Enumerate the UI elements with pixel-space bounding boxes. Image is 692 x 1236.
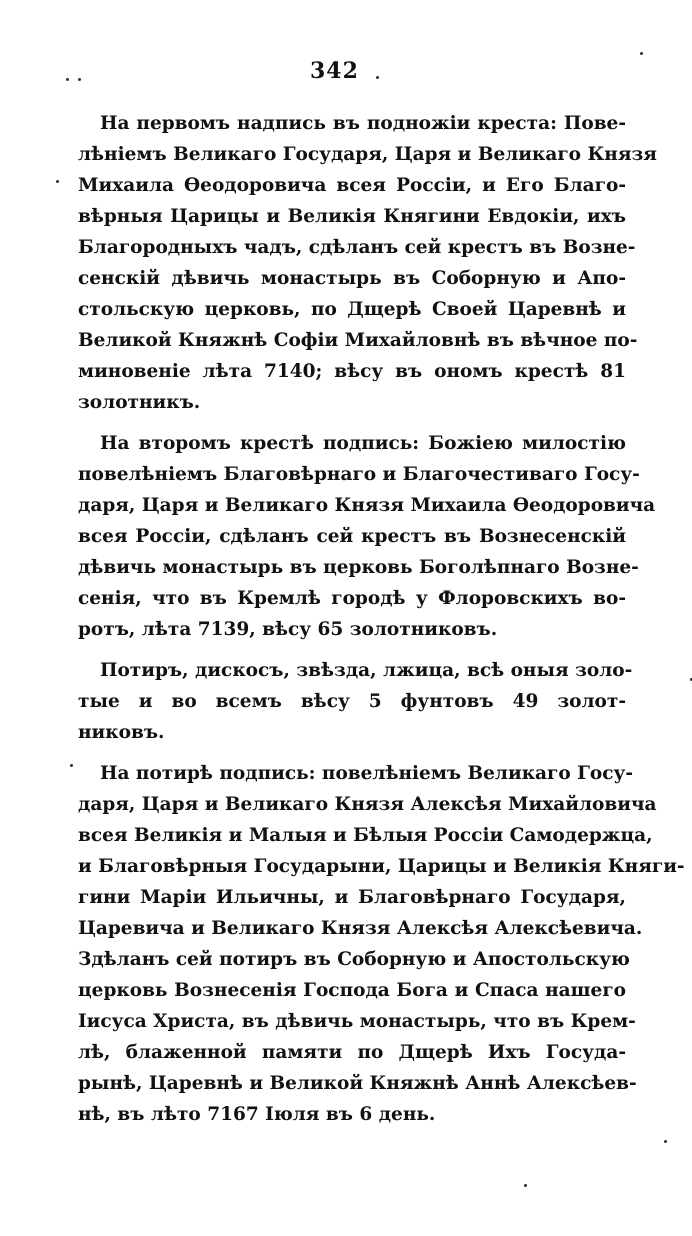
paragraph-chalice-inscription	[78, 758, 685, 1130]
paragraph-second-cross	[78, 428, 656, 645]
text-line: Михаила Ѳеодоровича всея Россіи, и Его Благо-	[78, 175, 626, 196]
print-speck	[78, 78, 81, 81]
text-line: даря, Царя и Великаго Князя Михаила Ѳеодоровича	[78, 495, 656, 516]
text-line: Здѣланъ сей потиръ въ Соборную и Апостольскую	[78, 949, 630, 970]
text-line: Благородныхъ чадъ, сдѣланъ сей крестъ въ Возне-	[78, 237, 636, 258]
text-line: дѣвичь монастырь въ церковь Боголѣпнаго Возне-	[78, 557, 639, 578]
print-speck	[664, 1140, 667, 1143]
text-line: нѣ, въ лѣто 7167 Іюля въ 6 день.	[78, 1104, 436, 1125]
text-line: Іисуса Христа, въ дѣвичь монастырь, что въ Крем-	[78, 1011, 636, 1032]
print-speck	[524, 1184, 527, 1187]
text-line: стольскую церковь, по Дщерѣ Своей Царевнѣ и	[78, 299, 626, 320]
text-line: повелѣніемъ Благовѣрнаго и Благочестиваго Госу-	[78, 464, 640, 485]
text-line: миновеніе лѣта 7140; вѣсу въ ономъ крестѣ 81	[78, 361, 626, 382]
text-line: лѣніемъ Великаго Государя, Царя и Великаго Князя	[78, 144, 657, 165]
text-line: На второмъ крестѣ подпись: Божіею милостію	[100, 433, 626, 454]
text-line: сенія, что въ Кремлѣ городѣ у Флоровскихъ во-	[78, 588, 626, 609]
text-line: всея Великія и Малыя и Бѣлыя Россіи Самодержца,	[78, 825, 653, 846]
print-speck	[376, 76, 379, 79]
paragraph-first-cross	[78, 108, 657, 418]
print-speck	[70, 764, 73, 767]
page-number: 342	[310, 58, 359, 84]
text-line: На потирѣ подпись: повелѣніемъ Великаго Госу-	[100, 763, 634, 784]
text-line: На первомъ надпись въ подножіи креста: Пове-	[100, 113, 626, 134]
text-line: тые и во всемъ вѣсу 5 фунтовъ 49 золот-	[78, 691, 626, 712]
text-line: Потиръ, дискосъ, звѣзда, лжица, всѣ оныя золо-	[100, 660, 633, 681]
text-line: лѣ, блаженной памяти по Дщерѣ Ихъ Госуда-	[78, 1042, 626, 1063]
text-line: ротъ, лѣта 7139, вѣсу 65 золотниковъ.	[78, 619, 498, 640]
text-line: Великой Княжнѣ Софіи Михайловнѣ въ вѣчное по-	[78, 330, 638, 351]
text-line: золотникъ.	[78, 392, 201, 413]
text-line: вѣрныя Царицы и Великія Княгини Евдокіи, ихъ	[78, 206, 626, 227]
page-body	[78, 108, 685, 1140]
print-speck	[66, 78, 69, 81]
text-line: никовъ.	[78, 722, 165, 743]
paragraph-chalice-set	[78, 655, 633, 748]
text-line: рынѣ, Царевнѣ и Великой Княжнѣ Аннѣ Алексѣев-	[78, 1073, 637, 1094]
text-line: и Благовѣрныя Государыни, Царицы и Великія Княги-	[78, 856, 685, 877]
print-speck	[56, 180, 59, 183]
text-line: церковь Вознесенія Господа Бога и Спаса нашего	[78, 980, 626, 1001]
print-speck	[640, 52, 643, 55]
text-line: гини Маріи Ильичны, и Благовѣрнаго Государя,	[78, 887, 626, 908]
text-line: всея Россіи, сдѣланъ сей крестъ въ Вознесенскій	[78, 526, 626, 547]
text-line: даря, Царя и Великаго Князя Алексѣя Михайловича	[78, 794, 657, 815]
text-line: Царевича и Великаго Князя Алексѣя Алексѣевича.	[78, 918, 643, 939]
text-line: сенскій дѣвичь монастырь въ Соборную и Апо-	[78, 268, 626, 289]
